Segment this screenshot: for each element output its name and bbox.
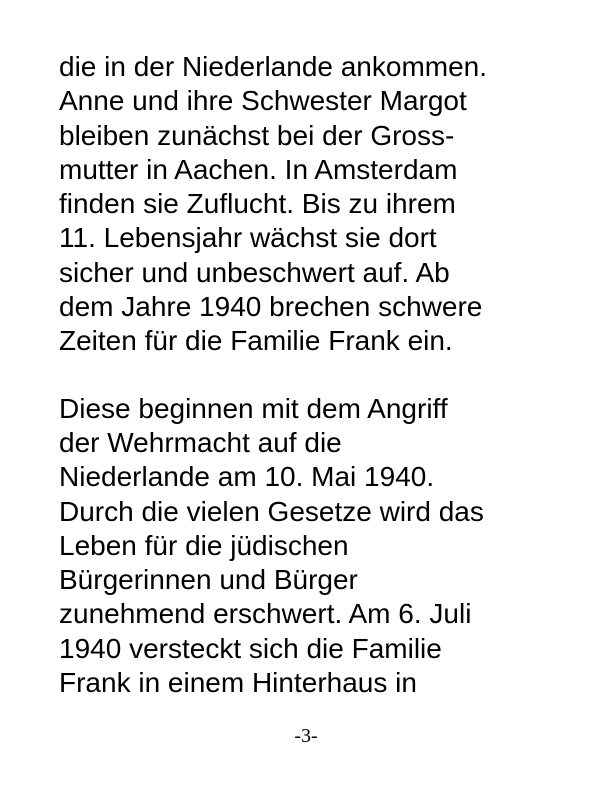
text-line: Leben für die jüdischen [59,529,349,561]
body-text [59,50,604,700]
text-line: die in der Niederlande ankommen. [59,51,488,82]
paragraph-1 [59,50,604,359]
text-line: zunehmend erschwert. Am 6. Juli [59,598,472,630]
page-number: -3- [294,725,318,747]
text-line: bleiben zunächst bei der Gross- [59,119,455,151]
text-line: Frank in einem Hinterhaus in [59,667,417,699]
text-line: Diese beginnen mit dem Angriff [59,392,448,424]
text-line: mutter in Aachen. In Amsterdam [59,153,458,185]
text-line: Durch die vielen Gesetze wird das [59,495,484,527]
text-line: Anne und ihre Schwester Margot [59,85,467,117]
paragraph-2 [59,392,604,701]
text-line: 1940 versteckt sich die Familie [59,632,442,664]
text-line: dem Jahre 1940 brechen schwere [59,291,483,323]
text-line: sicher und unbeschwert auf. Ab [59,256,450,288]
text-line: 11. Lebensjahr wächst sie dort [59,222,437,254]
text-line: Zeiten für die Familie Frank ein. [59,325,453,357]
text-line: Niederlande am 10. Mai 1940. [59,461,435,493]
text-line: der Wehrmacht auf die [59,426,342,458]
text-line: Bürgerinnen und Bürger [59,564,358,596]
text-line: finden sie Zuflucht. Bis zu ihrem [59,188,456,220]
